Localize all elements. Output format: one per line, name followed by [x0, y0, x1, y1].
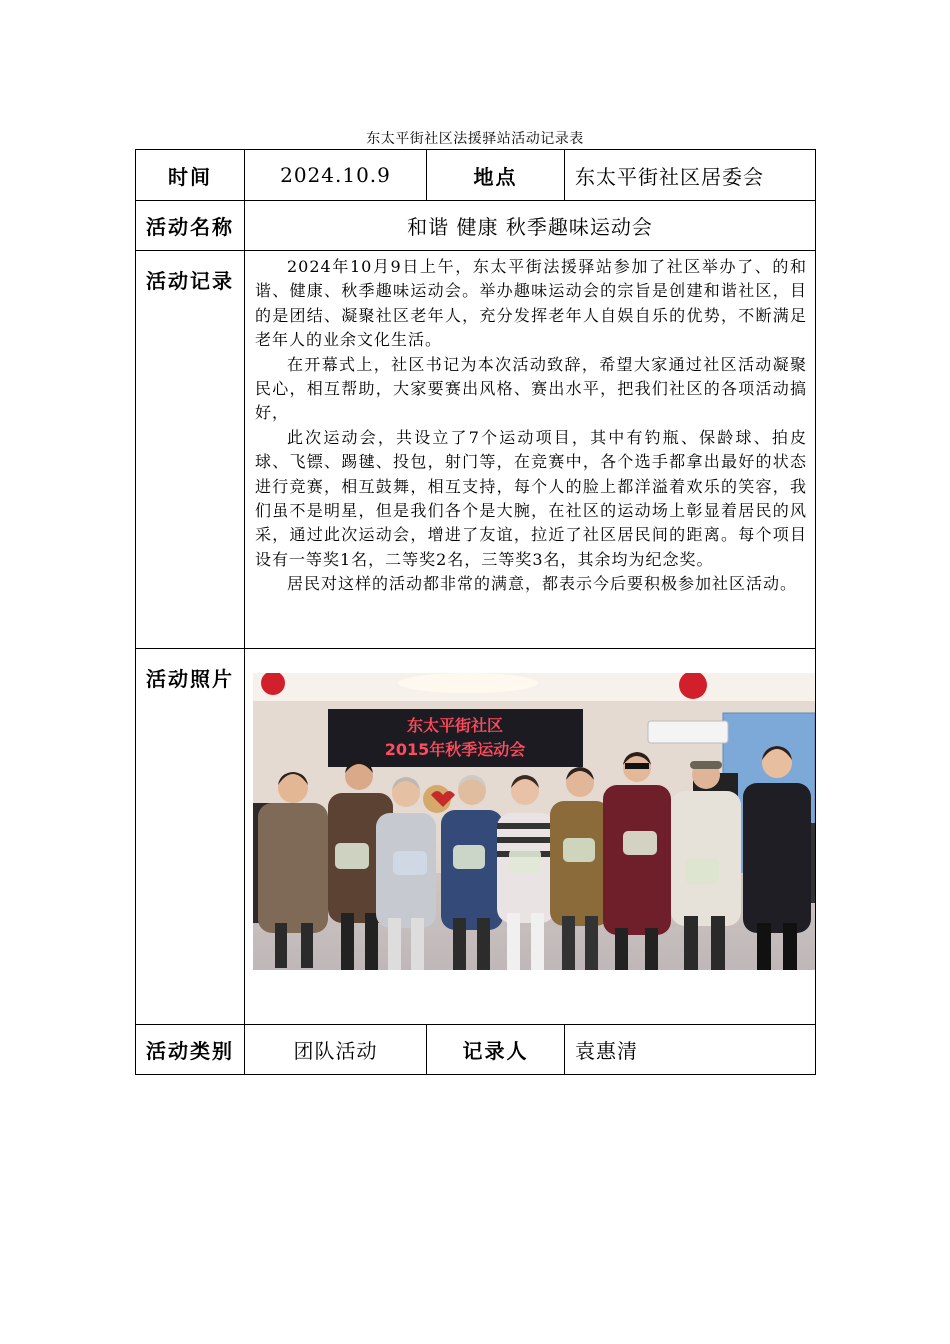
activity-record-table — [135, 149, 816, 1075]
group-photo-illustration — [253, 673, 815, 970]
time-place-row — [136, 150, 816, 201]
banner-line-1: 东太平街社区 — [406, 716, 504, 735]
activity-record-content — [245, 251, 816, 649]
recorder-value: 袁惠清 — [565, 1025, 816, 1075]
activity-photo — [253, 673, 815, 970]
time-value: 2024.10.9 — [245, 150, 427, 201]
document-title: 东太平街社区法援驿站活动记录表 — [366, 131, 584, 147]
time-label: 时间 — [136, 150, 245, 201]
activity-photo-label: 活动照片 — [136, 649, 245, 1025]
record-paragraph: 此次运动会，共设立了7个运动项目，其中有钓瓶、保龄球、拍皮球、飞镖、踢毽、投包，射门等，在竞赛中，各个选手都拿出最好的状态进行竞赛，相互鼓舞，相互支持，每个人的脸上都洋溢着欢乐的笑容，我们虽不是明星，但是我们各个是大腕，在社区的运动场上彰显着居民的风采，通过此次运动会，增进了友谊，拉近了社区居民间的距离。每个项目设有一等奖1名，二等奖2名，三等奖3名，其余均为纪念奖。 — [255, 427, 807, 569]
banner-line-2: 2015年秋季运动会 — [384, 740, 526, 759]
activity-photo-cell — [245, 649, 816, 1025]
record-paragraph: 2024年10月9日上午，东太平街法援驿站参加了社区举办了、的和谐、健康、秋季趣味运动会。举办趣味运动会的宗旨是创建和谐社区，目的是团结、凝聚社区老年人，充分发挥老年人自娱自乐的优势，不断满足老年人的业余文化生活。 — [255, 257, 807, 350]
category-recorder-row — [136, 1025, 816, 1075]
activity-name-value: 和谐 健康 秋季趣味运动会 — [245, 201, 816, 251]
activity-name-row — [136, 201, 816, 251]
activity-record-label: 活动记录 — [136, 251, 245, 649]
record-paragraph: 在开幕式上，社区书记为本次活动致辞，希望大家通过社区活动凝聚民心，相互帮助，大家要赛出风格、赛出水平，把我们社区的各项活动搞好， — [255, 354, 807, 423]
recorder-label: 记录人 — [427, 1025, 565, 1075]
activity-name-label: 活动名称 — [136, 201, 245, 251]
category-label: 活动类别 — [136, 1025, 245, 1075]
record-paragraph: 居民对这样的活动都非常的满意，都表示今后要积极参加社区活动。 — [287, 574, 798, 594]
category-value: 团队活动 — [245, 1025, 427, 1075]
place-label: 地点 — [427, 150, 565, 201]
activity-photo-row — [136, 649, 816, 1025]
place-value: 东太平街社区居委会 — [565, 150, 816, 201]
activity-record-row — [136, 251, 816, 649]
